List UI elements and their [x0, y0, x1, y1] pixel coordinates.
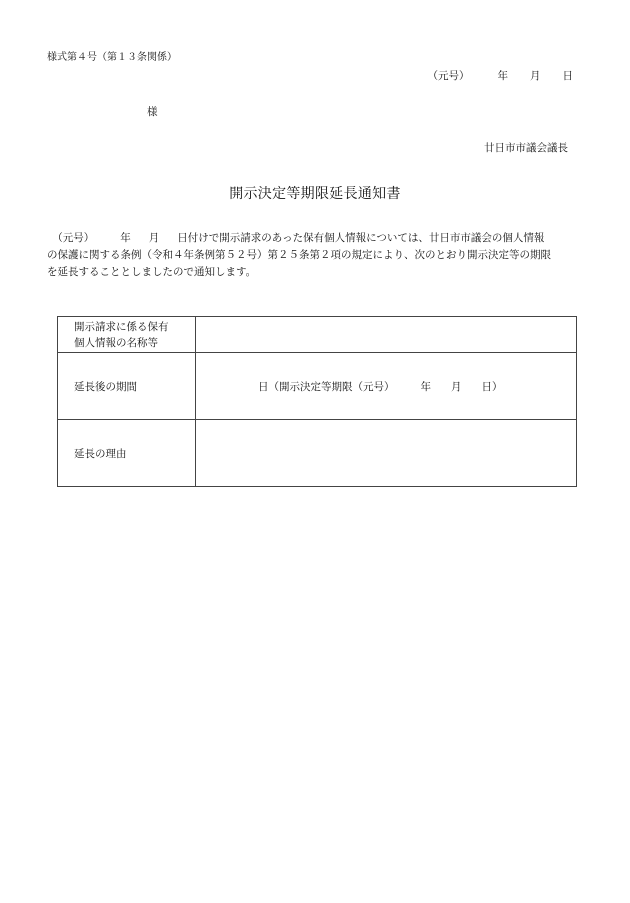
body-line-1: [47, 230, 583, 247]
info-table: [57, 316, 577, 487]
form-number: 様式第４号（第１３条関係）: [47, 52, 177, 63]
body-line-3: を延長することとしましたので通知します。: [47, 266, 257, 278]
date-month: 月: [530, 70, 541, 82]
body-year: 年: [120, 232, 131, 244]
table-label-extension-reason: 延長の理由: [58, 420, 196, 487]
table-value-document-name: [196, 317, 577, 353]
table-value-extension-period: [196, 353, 577, 420]
document-title: 開示決定等期限延長通知書: [229, 186, 401, 202]
date-line: [428, 68, 574, 83]
table-value-extension-reason: [196, 420, 577, 487]
body-paragraph: [47, 230, 583, 281]
period-prefix: 日（開示決定等期限（元号）: [258, 380, 395, 393]
addressee-suffix: 様: [147, 106, 158, 118]
period-month: 月: [451, 380, 462, 393]
period-day: 日）: [481, 380, 503, 393]
label-line: 開示請求に係る保有: [74, 320, 169, 333]
date-year: 年: [497, 70, 508, 82]
date-era: （元号）: [427, 70, 470, 82]
label-line: 個人情報の名称等: [74, 336, 158, 349]
table-row: [58, 317, 577, 353]
table-label-extension-period: 延長後の期間: [58, 353, 196, 420]
table-label-document-name: [58, 317, 196, 353]
table-row: [58, 353, 577, 420]
body-line1-rest: 日付けで開示請求のあった保有個人情報については、廿日市市議会の個人情報: [177, 232, 545, 244]
date-day: 日: [562, 70, 573, 82]
body-line-2: の保護に関する条例（令和４年条例第５２号）第２５条第２項の規定により、次のとおり開示決定等の期限: [47, 249, 551, 261]
sender: 廿日市市議会議長: [484, 142, 568, 154]
period-year: 年: [420, 380, 431, 393]
body-month: 月: [148, 232, 160, 244]
table-row: [58, 420, 577, 487]
body-era: （元号）: [57, 232, 95, 244]
